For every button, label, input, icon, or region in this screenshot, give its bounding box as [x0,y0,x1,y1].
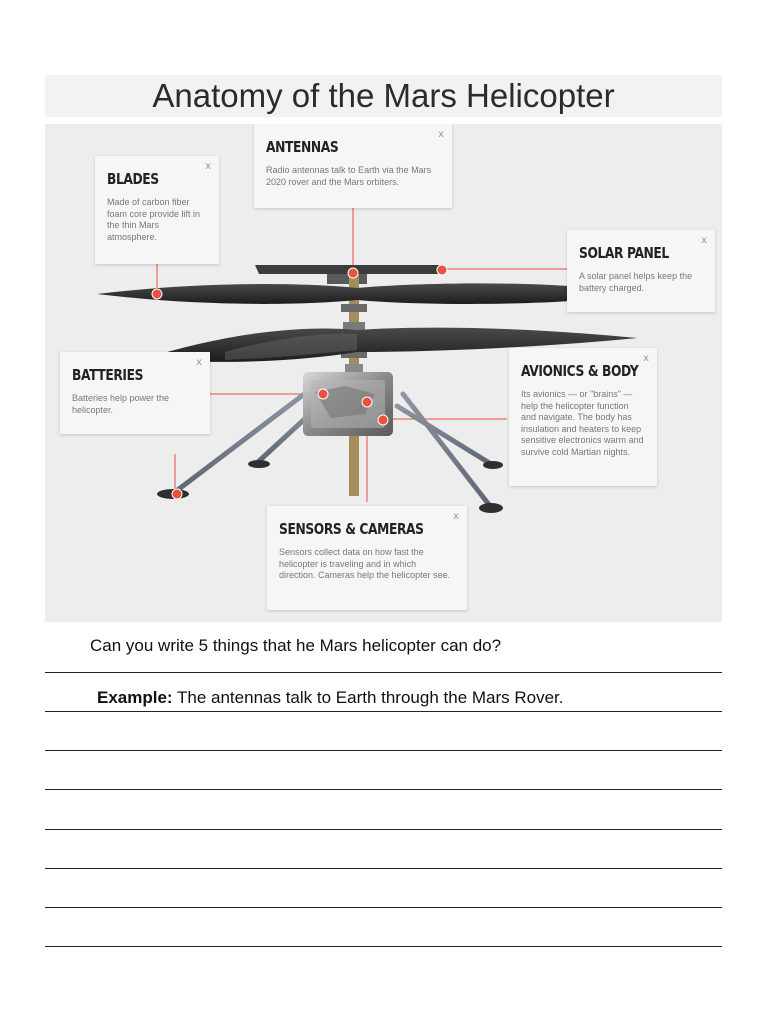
solar-panel-heading: SOLAR PANEL [579,244,669,262]
blades-heading: BLADES [107,170,159,188]
solar-panel-close-icon[interactable]: x [701,235,707,246]
answer-line[interactable] [45,868,722,869]
batteries-close-icon[interactable]: x [196,357,202,368]
sensors-card [267,506,467,610]
answer-line[interactable] [45,672,722,673]
example-text: The antennas talk to Earth through the Mars Rover. [172,688,564,707]
blades-close-icon[interactable]: x [205,161,211,172]
batteries-heading: BATTERIES [72,366,144,384]
question-text: Can you write 5 things that he Mars helicopter can do? [90,636,502,655]
title-bar [45,75,722,117]
upper-rotor-blade [97,283,639,304]
answer-line[interactable] [45,829,722,830]
antennas-heading: ANTENNAS [266,138,339,156]
blades-text: Made of carbon fiber foam core provide lift in the thin Mars atmosphere. [107,197,201,242]
solar-panel-card [567,230,715,312]
helicopter-diagram [45,124,722,622]
solar-panel-text: A solar panel helps keep the battery charged. [579,271,693,293]
batteries-card [60,352,210,434]
example-label: Example: [97,688,173,707]
avionics-card [509,348,657,486]
sensors-heading: SENSORS & CAMERAS [279,520,424,538]
avionics-heading: AVIONICS & BODY [521,362,639,380]
page-title: Anatomy of the Mars Helicopter [152,77,615,114]
answer-line[interactable] [45,789,722,790]
avionics-close-icon[interactable]: x [643,353,649,364]
antennas-card [254,124,452,208]
answer-line[interactable] [45,946,722,947]
example-sentence [97,688,564,708]
answer-line[interactable] [45,750,722,751]
batteries-text: Batteries help power the helicopter. [72,393,170,415]
avionics-text: Its avionics — or "brains" — help the helicopter function and navigate. The body has insulation and heaters to keep sensitive electronics warm and survive cold Martian nights. [521,389,644,457]
sensors-text: Sensors collect data on how fast the helicopter is traveling and in which direction. Cameras help the helicopter see. [279,547,451,580]
sensors-close-icon[interactable]: x [453,511,459,522]
answer-line[interactable] [45,711,722,712]
antennas-close-icon[interactable]: x [438,129,444,140]
antennas-text: Radio antennas talk to Earth via the Mars 2020 rover and the Mars orbiters. [266,165,432,187]
answer-line[interactable] [45,907,722,908]
blades-card [95,156,219,264]
